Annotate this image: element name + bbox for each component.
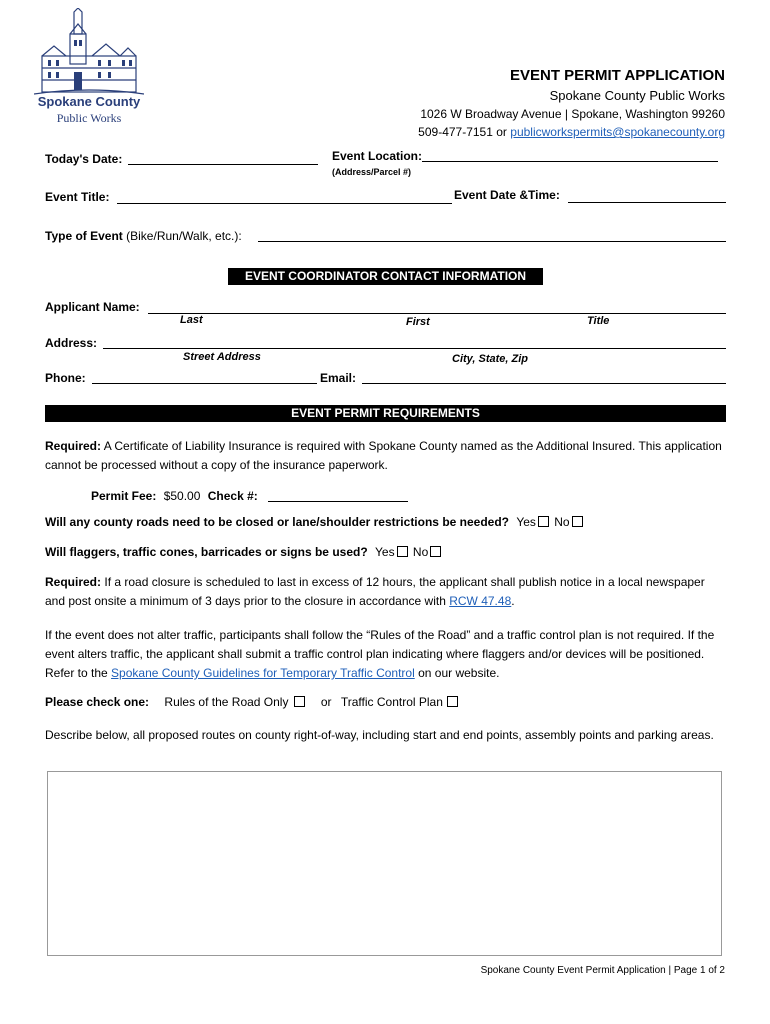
flaggers-question: Will flaggers, traffic cones, barricades or signs be used? bbox=[45, 545, 368, 559]
check-one-row bbox=[45, 695, 460, 709]
roads-yes-checkbox[interactable] bbox=[538, 516, 549, 527]
traffic-control-text-end: on our website. bbox=[418, 666, 500, 680]
phone-label: Phone: bbox=[45, 371, 86, 385]
city-state-zip-caption: City, State, Zip bbox=[452, 353, 528, 365]
rcw-link[interactable]: RCW 47.48 bbox=[449, 594, 512, 608]
insurance-requirement bbox=[45, 437, 725, 475]
event-location-hint: (Address/Parcel #) bbox=[332, 167, 412, 177]
check-one-label: Please check one: bbox=[45, 695, 150, 709]
email-field[interactable] bbox=[362, 383, 726, 384]
insurance-required-label: Required: bbox=[45, 439, 102, 453]
event-title-label: Event Title: bbox=[45, 190, 110, 204]
applicant-last-caption: Last bbox=[180, 314, 203, 326]
org-phone: 509-477-7151 bbox=[418, 125, 493, 139]
org-or: or bbox=[496, 125, 507, 139]
spokane-county-logo bbox=[34, 8, 144, 126]
roads-question-row bbox=[45, 515, 585, 529]
check-number-field[interactable] bbox=[268, 501, 408, 502]
type-of-event-title: Type of Event bbox=[45, 229, 123, 243]
check-number-label: Check #: bbox=[207, 489, 258, 503]
roads-yes-label: Yes bbox=[516, 515, 536, 529]
org-address: 1026 W Broadway Avenue | Spokane, Washington 99260 bbox=[420, 107, 725, 121]
flaggers-yes-label: Yes bbox=[375, 545, 395, 559]
type-of-event-field[interactable] bbox=[258, 241, 726, 242]
applicant-first-caption: First bbox=[406, 316, 430, 328]
road-closure-requirement: Required: If a road closure is scheduled to last in excess of 12 hours, the applicant shall publish notice in a local newspaper and post onsite a minimum of 3 days prior to the closure in accordance with RCW 47.48. bbox=[45, 575, 705, 608]
roads-no-label: No bbox=[554, 515, 570, 529]
address-field[interactable] bbox=[103, 348, 726, 349]
applicant-name-field[interactable] bbox=[148, 313, 726, 314]
roads-no-checkbox[interactable] bbox=[572, 516, 583, 527]
roads-question: Will any county roads need to be closed or lane/shoulder restrictions be needed? bbox=[45, 515, 509, 529]
event-location-label: Event Location: bbox=[332, 149, 423, 163]
event-location-field[interactable] bbox=[422, 161, 718, 162]
flaggers-yes-checkbox[interactable] bbox=[397, 546, 408, 557]
email-label: Email: bbox=[320, 371, 357, 385]
page-footer: Spokane County Event Permit Application | Page 1 of 2 bbox=[480, 965, 725, 976]
road-closure-required-label: Required: bbox=[45, 575, 102, 589]
traffic-control-paragraph bbox=[45, 626, 725, 683]
traffic-plan-label: Traffic Control Plan bbox=[340, 695, 443, 709]
road-closure-text: If a road closure is scheduled to last in excess of 12 hours, the applicant shall publish notice in a local newspaper and post onsite a minimum of 3 days prior to the closure in accordance with bbox=[45, 575, 705, 608]
rules-of-road-label: Rules of the Road Only bbox=[164, 695, 289, 709]
traffic-control-text: If the event does not alter traffic, participants shall follow the “Rules of the Road” and a traffic control plan is not required. If the event alters traffic, the applicant shall submit a traffic control plan indicating where flaggers and/or devices will be positioned. Refer to the bbox=[45, 628, 715, 680]
courthouse-logo-icon bbox=[34, 8, 144, 96]
type-of-event-label bbox=[45, 229, 242, 243]
flaggers-no-checkbox[interactable] bbox=[430, 546, 441, 557]
todays-date-label: Today's Date: bbox=[45, 152, 123, 166]
logo-subname: Public Works bbox=[56, 111, 122, 125]
requirements-section-heading: EVENT PERMIT REQUIREMENTS bbox=[45, 405, 726, 422]
logo-name: Spokane County bbox=[37, 94, 141, 109]
permit-fee-row bbox=[91, 489, 258, 503]
address-label: Address: bbox=[45, 336, 98, 350]
street-address-caption: Street Address bbox=[183, 351, 261, 363]
rules-of-road-checkbox[interactable] bbox=[294, 696, 305, 707]
flaggers-question-row bbox=[45, 545, 443, 559]
event-datetime-field[interactable] bbox=[568, 202, 726, 203]
org-email-link[interactable]: publicworkspermits@spokanecounty.org bbox=[510, 125, 725, 139]
org-name: Spokane County Public Works bbox=[549, 88, 725, 103]
flaggers-no-label: No bbox=[412, 545, 429, 559]
phone-field[interactable] bbox=[92, 383, 317, 384]
page-title: EVENT PERMIT APPLICATION bbox=[509, 67, 725, 84]
todays-date-field[interactable] bbox=[128, 164, 318, 165]
event-title-field[interactable] bbox=[117, 203, 452, 204]
check-one-or: or bbox=[320, 695, 332, 709]
event-datetime-label: Event Date &Time: bbox=[454, 188, 560, 202]
describe-routes-instructions: Describe below, all proposed routes on county right-of-way, including start and end points, assembly points and parking areas. bbox=[45, 728, 714, 742]
org-contact bbox=[418, 125, 725, 139]
type-of-event-hint: (Bike/Run/Walk, etc.): bbox=[126, 229, 242, 243]
insurance-required-text: A Certificate of Liability Insurance is required with Spokane County named as the Additional Insured. This application cannot be processed without a copy of the insurance paperwork. bbox=[45, 439, 722, 472]
applicant-name-label: Applicant Name: bbox=[45, 300, 140, 314]
guidelines-link[interactable]: Spokane County Guidelines for Temporary Traffic Control bbox=[111, 666, 415, 680]
permit-fee-label: Permit Fee: bbox=[91, 489, 157, 503]
routes-description-box[interactable] bbox=[47, 771, 722, 956]
traffic-plan-checkbox[interactable] bbox=[447, 696, 458, 707]
applicant-title-caption: Title bbox=[587, 315, 610, 327]
coordinator-section-heading: EVENT COORDINATOR CONTACT INFORMATION bbox=[228, 268, 543, 285]
permit-fee-value: $50.00 bbox=[163, 489, 201, 503]
